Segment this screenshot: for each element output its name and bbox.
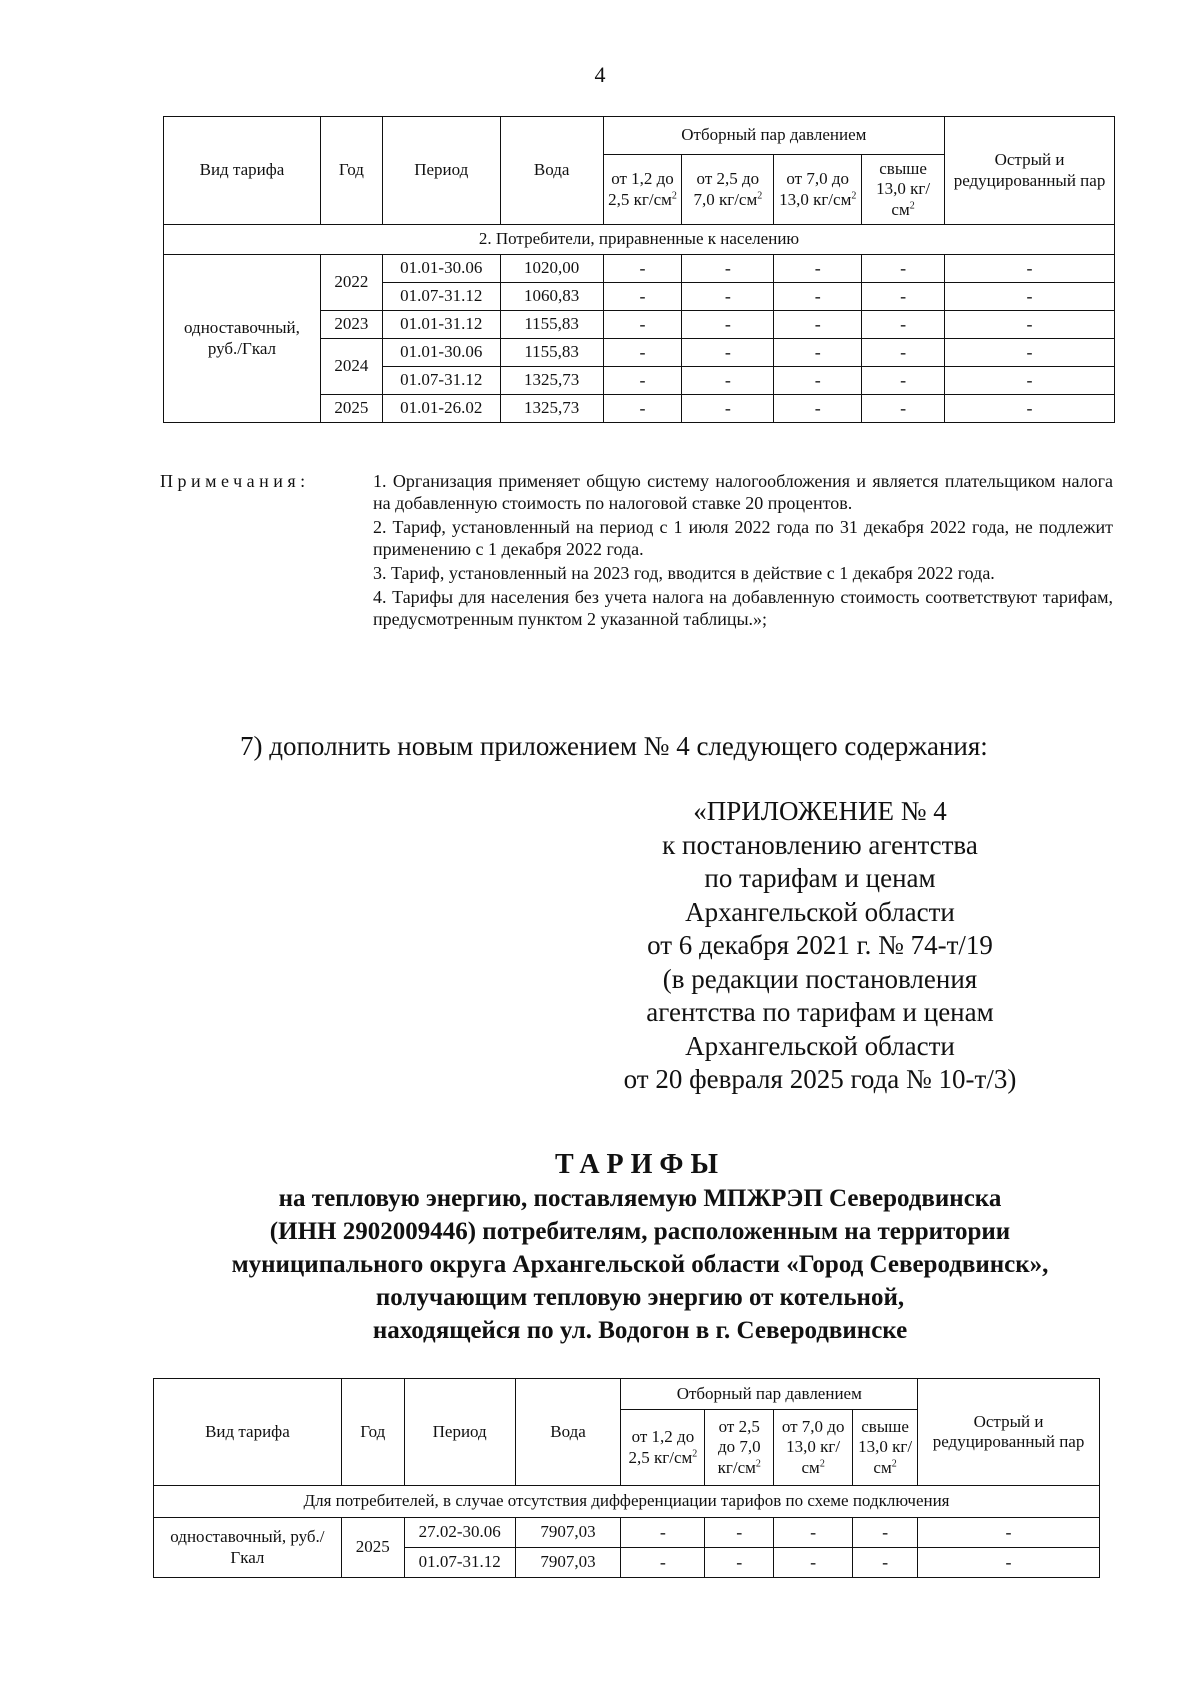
water-cell: 7907,03 (515, 1518, 621, 1548)
steam-cell: - (682, 255, 774, 283)
title-line: находящейся по ул. Водогон в г. Северодвинске (372, 1317, 908, 1344)
appendix-header (560, 795, 1080, 1097)
note-item: 1. Организация применяет общую систему налогообложения и является плательщиком налога на добавленную стоимость по налоговой ставке 20 процентов. (373, 471, 1113, 513)
note-item: 4. Тарифы для населения без учета налога на добавленную стоимость соответствуют тарифам, предусмотренным пунктом 2 указанной таблицы.»; (373, 587, 1113, 629)
note-item: 2. Тариф, установленный на период с 1 июля 2022 года по 31 декабря 2022 года, не подлежит применению с 1 декабря 2022 года. (373, 517, 1113, 559)
tariff-type-cell: одноставочный, руб./Гкал (164, 255, 321, 423)
steam-cell: - (862, 311, 945, 339)
steam-cell: - (774, 1518, 853, 1548)
steam-cell: - (774, 395, 862, 423)
page-number: 4 (594, 62, 606, 87)
notes-list (373, 470, 1113, 632)
steam-cell: - (603, 339, 682, 367)
steam-cell: - (682, 339, 774, 367)
steam-cell: - (603, 395, 682, 423)
notes-label: Примечания: (160, 471, 310, 491)
steam-cell: - (862, 255, 945, 283)
steam-cell: - (774, 339, 862, 367)
sharp-steam-cell: - (945, 255, 1115, 283)
steam-cell: - (774, 311, 862, 339)
year-cell: 2024 (320, 339, 382, 395)
appendix-line: агентства по тарифам и ценам (646, 997, 994, 1027)
steam-cell: - (774, 1548, 853, 1578)
water-cell: 1155,83 (500, 339, 603, 367)
steam-cell: - (705, 1518, 774, 1548)
header-tariff-type: Вид тарифа (154, 1379, 342, 1486)
header-year: Год (341, 1379, 404, 1486)
steam-cell: - (774, 255, 862, 283)
water-cell: 1325,73 (500, 395, 603, 423)
amendment-item-7: 7) дополнить новым приложением № 4 следующего содержания: (240, 731, 988, 761)
steam-cell: - (774, 283, 862, 311)
steam-cell: - (603, 311, 682, 339)
appendix-line: от 20 февраля 2025 года № 10-т/3) (623, 1064, 1017, 1094)
steam-cell: - (603, 367, 682, 395)
header-steam-col: от 2,5 до 7,0 $кг/см^2$ (705, 1410, 774, 1486)
period-cell: 01.07-31.12 (404, 1548, 515, 1578)
header-sharp-steam: Острый и редуцированный пар (918, 1379, 1100, 1486)
tariff-table-population (163, 116, 1115, 423)
period-cell: 01.01-26.02 (382, 395, 500, 423)
header-steam-col: от 7,0 до 13,0 $кг/см^2$ (774, 1410, 853, 1486)
sharp-steam-cell: - (918, 1518, 1100, 1548)
sharp-steam-cell: - (918, 1548, 1100, 1578)
title-line: муниципального округа Архангельской области «Город Северодвинск», (231, 1251, 1049, 1278)
steam-cell: - (603, 255, 682, 283)
steam-cell: - (705, 1548, 774, 1578)
header-steam-col: от 7,0 до 13,0 $кг/см^2$ (774, 155, 862, 225)
sharp-steam-cell: - (945, 367, 1115, 395)
header-water: Вода (500, 117, 603, 225)
appendix-line: Архангельской области (685, 896, 955, 927)
note-item: 3. Тариф, установленный на 2023 год, вводится в действие с 1 декабря 2022 года. (373, 563, 995, 583)
sharp-steam-cell: - (945, 311, 1115, 339)
water-cell: 1155,83 (500, 311, 603, 339)
steam-cell: - (853, 1548, 918, 1578)
period-cell: 01.07-31.12 (382, 367, 500, 395)
header-steam-col: от 1,2 до 2,5 $кг/см^2$ (621, 1410, 705, 1486)
sharp-steam-cell: - (945, 339, 1115, 367)
title-main: ТАРИФЫ (555, 1149, 725, 1180)
section-title: 2. Потребители, приравненные к населению (164, 225, 1115, 255)
tariff-type-cell: одноставочный, руб./Гкал (154, 1518, 342, 1578)
period-cell: 27.02-30.06 (404, 1518, 515, 1548)
header-steam-col: свыше 13,0 $кг/см^2$ (862, 155, 945, 225)
steam-cell: - (853, 1518, 918, 1548)
steam-cell: - (862, 339, 945, 367)
header-period: Период (382, 117, 500, 225)
appendix-line: (в редакции постановления (662, 963, 978, 994)
year-cell: 2025 (341, 1518, 404, 1578)
appendix-line: «ПРИЛОЖЕНИЕ № 4 (693, 796, 947, 826)
steam-cell: - (682, 367, 774, 395)
year-cell: 2023 (320, 311, 382, 339)
period-cell: 01.01-30.06 (382, 339, 500, 367)
steam-cell: - (682, 283, 774, 311)
header-period: Период (404, 1379, 515, 1486)
water-cell: 7907,03 (515, 1548, 621, 1578)
steam-cell: - (621, 1548, 705, 1578)
steam-cell: - (603, 283, 682, 311)
steam-cell: - (682, 395, 774, 423)
year-cell: 2022 (320, 255, 382, 311)
sharp-steam-cell: - (945, 395, 1115, 423)
header-water: Вода (515, 1379, 621, 1486)
steam-cell: - (774, 367, 862, 395)
appendix-line: к постановлению агентства (662, 829, 978, 860)
appendix-line: от 6 декабря 2021 г. № 74-т/19 (647, 930, 993, 960)
table-row (154, 1518, 1100, 1548)
steam-cell: - (862, 367, 945, 395)
header-sharp-steam: Острый и редуцированный пар (945, 117, 1115, 225)
steam-cell: - (862, 395, 945, 423)
period-cell: 01.01-31.12 (382, 311, 500, 339)
year-cell: 2025 (320, 395, 382, 423)
water-cell: 1060,83 (500, 283, 603, 311)
header-steam-group: Отборный пар давлением (621, 1379, 918, 1410)
steam-cell: - (862, 283, 945, 311)
header-steam-col: от 2,5 до 7,0 $кг/см^2$ (682, 155, 774, 225)
title-line: на тепловую энергию, поставляемую МПЖРЭП Северодвинска (278, 1185, 1002, 1212)
header-steam-col: свыше 13,0 $кг/см^2$ (853, 1410, 918, 1486)
table-row (164, 255, 1115, 283)
appendix-line: по тарифам и ценам (704, 863, 936, 893)
steam-cell: - (682, 311, 774, 339)
section-title: Для потребителей, в случае отсутствия дифференциации тарифов по схеме подключения (154, 1486, 1100, 1518)
header-tariff-type: Вид тарифа (164, 117, 321, 225)
period-cell: 01.01-30.06 (382, 255, 500, 283)
title-line: (ИНН 2902009446) потребителям, расположенным на территории (269, 1218, 1011, 1245)
title-line: получающим тепловую энергию от котельной, (375, 1284, 905, 1311)
header-steam-group: Отборный пар давлением (603, 117, 944, 155)
water-cell: 1020,00 (500, 255, 603, 283)
water-cell: 1325,73 (500, 367, 603, 395)
appendix-line: Архангельской области (685, 1030, 955, 1061)
tariff-table-vodogon (153, 1378, 1100, 1578)
document-title (100, 1148, 1180, 1347)
header-year: Год (320, 117, 382, 225)
period-cell: 01.07-31.12 (382, 283, 500, 311)
steam-cell: - (621, 1518, 705, 1548)
header-steam-col: от 1,2 до 2,5 $кг/см^2$ (603, 155, 682, 225)
sharp-steam-cell: - (945, 283, 1115, 311)
